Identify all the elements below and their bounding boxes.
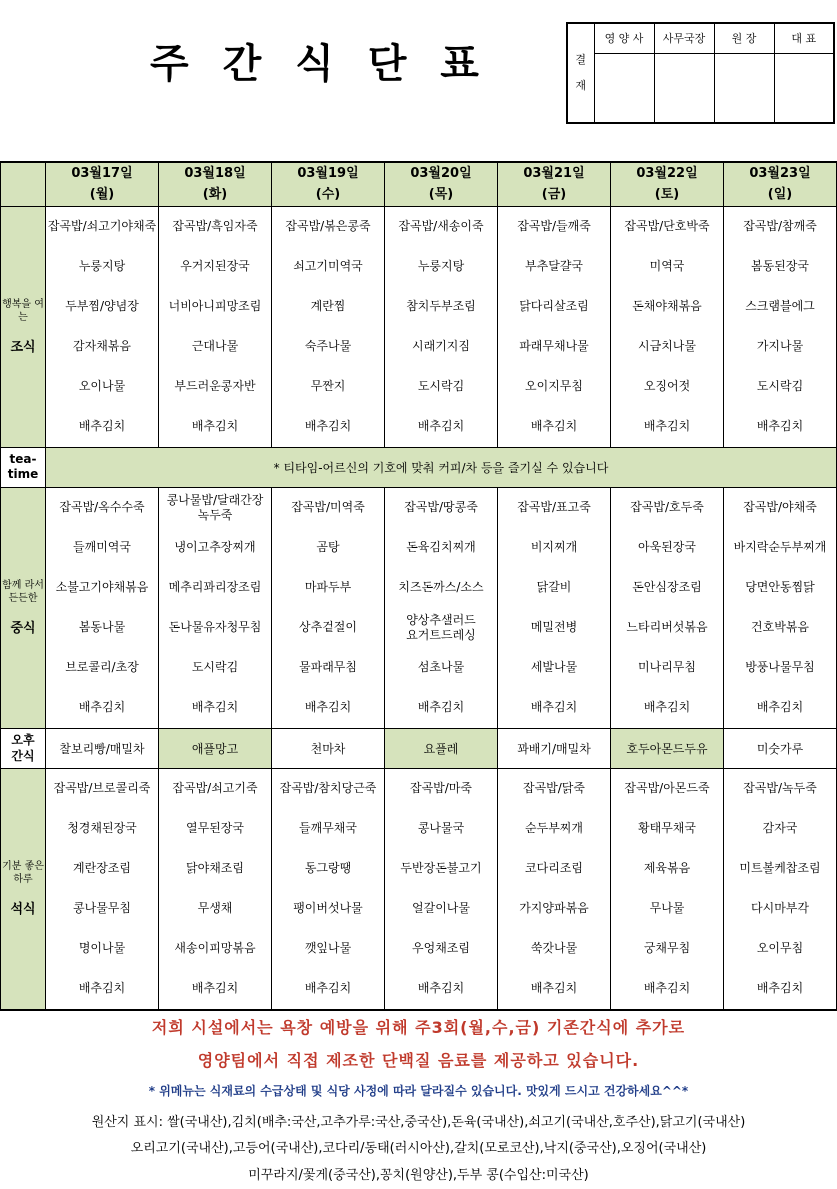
meal-desc: 함께 라서 든든한: [2, 580, 44, 604]
menu-item: 배추김치: [78, 981, 126, 995]
menu-item: 우거지된장국: [180, 259, 250, 273]
signature-box[interactable]: [774, 53, 834, 123]
signature-box[interactable]: [594, 53, 654, 123]
day-header: [724, 162, 837, 206]
menu-item: 마파두부: [304, 580, 352, 594]
menu-item: 배추김치: [756, 700, 804, 714]
menu-item: 느타리버섯볶음: [626, 620, 708, 634]
menu-item: 잡곡밥/흑임자죽: [172, 219, 258, 233]
approval-box: [566, 22, 835, 124]
menu-item: 들깨미역국: [73, 540, 131, 554]
menu-item: 배추김치: [78, 419, 126, 433]
day-weekday: (월): [89, 187, 115, 203]
menu-item: 숙주나물: [304, 339, 352, 353]
origin-line-3: 미꾸라지/꽃게(중국산),꽁치(원양산),두부 콩(수입산:미국산): [248, 1168, 589, 1183]
menu-item: 들깨무채국: [299, 821, 357, 835]
meal-desc: 행복을 여는: [2, 299, 44, 323]
menu-item: 잡곡밥/표고죽: [517, 500, 591, 514]
menu-item: 콩나물무침: [73, 901, 131, 915]
snack-cell: 미숫가루: [724, 728, 837, 768]
menu-item: 파래무채나물: [519, 339, 589, 353]
menu-item: 계란찜: [310, 299, 346, 313]
meal-cell: [272, 206, 385, 447]
menu-item: 배추김치: [191, 981, 239, 995]
origin-line-2: 오리고기(국내산),고등어(국내산),코다리/동태(러시아산),갈치(모로코산),낙지(중국산),오징어(국내산): [130, 1141, 707, 1156]
menu-item: 치즈돈까스/소스: [398, 580, 484, 594]
menu-item: 가지나물: [756, 339, 804, 353]
menu-item: 배추김치: [756, 419, 804, 433]
meal-desc: 기분 좋은 하루: [2, 861, 44, 885]
menu-item: 제육볶음: [643, 861, 691, 875]
menu-item: 잡곡밥/미역죽: [291, 500, 365, 514]
menu-item: 메밀전병: [530, 620, 578, 634]
menu-item: 섬초나물: [417, 660, 465, 674]
menu-item: 바지락순두부찌개: [733, 540, 827, 554]
signature-box[interactable]: [654, 53, 714, 123]
menu-item: 쑥갓나물: [530, 941, 578, 955]
menu-item: 너비아니피망조림: [168, 299, 262, 313]
menu-item: 누룽지탕: [417, 259, 465, 273]
meal-cell: [611, 487, 724, 728]
menu-change-note: * 위메뉴는 식재료의 수급상태 및 식당 사정에 따라 달라질수 있습니다. 맛있게 드시고 건강하세요^^*: [148, 1084, 689, 1098]
meal-cell: [611, 206, 724, 447]
dinner-row: [1, 768, 837, 1010]
menu-item: 돈안심장조림: [632, 580, 702, 594]
menu-item: 오이나물: [78, 379, 126, 393]
menu-item: 감자국: [762, 821, 798, 835]
snack-label-text: 오후 간식: [11, 733, 35, 763]
menu-item: 닭다리살조림: [519, 299, 589, 313]
menu-item: 잡곡밥/새송이죽: [398, 219, 484, 233]
menu-item: 배추김치: [530, 700, 578, 714]
menu-item: 가지양파볶음: [519, 901, 589, 915]
menu-item: 팽이버섯나물: [293, 901, 363, 915]
page-title: 주 간 식 단 표: [150, 41, 489, 87]
approval-role: 영 양 사: [594, 23, 654, 53]
menu-item: 잡곡밥/쇠고기죽: [172, 781, 258, 795]
menu-item: 새송이피망볶음: [174, 941, 256, 955]
lunch-label: [1, 487, 46, 728]
meal-cell: [272, 768, 385, 1010]
breakfast-label: [1, 206, 46, 447]
menu-item: 상추겉절이: [299, 620, 357, 634]
snack-cell: 꽈배기/매밀차: [498, 728, 611, 768]
menu-item: 세발나물: [530, 660, 578, 674]
menu-item: 잡곡밥/참깨죽: [743, 219, 817, 233]
menu-item: 감자채볶음: [73, 339, 131, 353]
menu-item: 잡곡밥/닭죽: [522, 781, 585, 795]
menu-item: 양상추샐러드 요거트드레싱: [406, 612, 476, 642]
snack-cell: 찰보리빵/매밀차: [46, 728, 159, 768]
day-date: 03월22일: [636, 166, 698, 182]
menu-item: 잡곡밥/들깨죽: [517, 219, 591, 233]
tea-label-text: tea- time: [7, 452, 39, 481]
dinner-label: [1, 768, 46, 1010]
meal-cell: [46, 487, 159, 728]
menu-item: 배추김치: [643, 700, 691, 714]
menu-item: 무짠지: [310, 379, 346, 393]
approval-role: 사무국장: [654, 23, 714, 53]
menu-item: 당면안동찜닭: [745, 580, 815, 594]
menu-item: 잡곡밥/단호박죽: [624, 219, 710, 233]
meal-cell: [159, 206, 272, 447]
day-date: 03월19일: [297, 166, 359, 182]
notice-line-2: 영양팀에서 직접 제조한 단백질 음료를 제공하고 있습니다.: [197, 1051, 640, 1070]
day-weekday: (수): [315, 187, 341, 203]
menu-item: 잡곡밥/옥수수죽: [59, 500, 145, 514]
meal-cell: [46, 206, 159, 447]
menu-item: 배추김치: [191, 419, 239, 433]
day-date: 03월20일: [410, 166, 472, 182]
notice-line-1: 저희 시설에서는 욕창 예방을 위해 주3회(월,수,금) 기존간식에 추가로: [151, 1018, 686, 1037]
menu-item: 배추김치: [643, 981, 691, 995]
menu-item: 아욱된장국: [638, 540, 696, 554]
menu-item: 콩나물밥/달래간장 녹두죽: [166, 492, 264, 522]
menu-item: 물파래무침: [299, 660, 357, 674]
menu-item: 우엉채조림: [412, 941, 470, 955]
day-header: [385, 162, 498, 206]
menu-item: 도시락김: [417, 379, 465, 393]
menu-item: 닭갈비: [536, 580, 572, 594]
menu-item: 냉이고추장찌개: [174, 540, 256, 554]
day-header: [611, 162, 724, 206]
snack-row: [1, 728, 837, 768]
tea-note: * 티타임-어르신의 기호에 맞춰 커피/차 등을 즐기실 수 있습니다: [46, 447, 837, 487]
menu-item: 배추김치: [417, 419, 465, 433]
menu-item: 배추김치: [643, 419, 691, 433]
menu-item: 잡곡밥/쇠고기야채죽: [47, 219, 157, 233]
menu-item: 열무된장국: [186, 821, 244, 835]
meal-cell: [385, 487, 498, 728]
menu-item: 배추김치: [78, 700, 126, 714]
menu-item: 잡곡밥/아몬드죽: [624, 781, 710, 795]
day-weekday: (일): [767, 187, 793, 203]
tea-row: [1, 447, 837, 487]
menu-item: 미역국: [649, 259, 685, 273]
menu-item: 배추김치: [530, 419, 578, 433]
menu-item: 순두부찌개: [525, 821, 583, 835]
day-weekday: (금): [541, 187, 567, 203]
menu-item: 황태무채국: [638, 821, 696, 835]
menu-item: 근대나물: [191, 339, 239, 353]
menu-item: 브로콜리/초장: [65, 660, 139, 674]
day-header-row: [1, 162, 837, 206]
menu-item: 배추김치: [191, 700, 239, 714]
menu-item: 잡곡밥/호두죽: [630, 500, 704, 514]
menu-item: 돈나물유자청무침: [168, 620, 262, 634]
menu-item: 방풍나물무침: [745, 660, 815, 674]
menu-item: 콩나물국: [417, 821, 465, 835]
menu-item: 곰탕: [316, 540, 340, 554]
menu-item: 배추김치: [304, 419, 352, 433]
menu-item: 돈채야채볶음: [632, 299, 702, 313]
meal-cell: [159, 768, 272, 1010]
approval-label-text: 결 재: [575, 53, 587, 92]
menu-item: 소불고기야채볶음: [55, 580, 149, 594]
approval-role: 원 장: [714, 23, 774, 53]
meal-cell: [724, 768, 837, 1010]
meal-cell: [385, 768, 498, 1010]
menu-item: 오징어젓: [643, 379, 691, 393]
menu-item: 배추김치: [304, 981, 352, 995]
tea-label: [1, 447, 46, 487]
day-weekday: (화): [202, 187, 228, 203]
snack-cell: 요플레: [385, 728, 498, 768]
menu-item: 배추김치: [304, 700, 352, 714]
menu-item: 시래기지짐: [412, 339, 470, 353]
day-weekday: (목): [428, 187, 454, 203]
menu-item: 잡곡밥/마죽: [409, 781, 472, 795]
meal-cell: [46, 768, 159, 1010]
menu-item: 배추김치: [417, 981, 465, 995]
meal-cell: [159, 487, 272, 728]
meal-cell: [272, 487, 385, 728]
lunch-row: [1, 487, 837, 728]
breakfast-row: [1, 206, 837, 447]
menu-item: 코다리조림: [525, 861, 583, 875]
menu-item: 건호박볶음: [751, 620, 809, 634]
approval-label: [567, 23, 594, 123]
menu-item: 봄동나물: [78, 620, 126, 634]
menu-item: 누룽지탕: [78, 259, 126, 273]
menu-item: 잡곡밥/브로콜리죽: [53, 781, 151, 795]
menu-item: 미나리무침: [638, 660, 696, 674]
menu-item: 깻잎나물: [304, 941, 352, 955]
menu-item: 메추리꽈리장조림: [168, 580, 262, 594]
snack-label: [1, 728, 46, 768]
day-weekday: (토): [654, 187, 680, 203]
signature-box[interactable]: [714, 53, 774, 123]
weekly-menu-table: [0, 161, 837, 1011]
menu-item: 무나물: [649, 901, 685, 915]
menu-item: 배추김치: [756, 981, 804, 995]
meal-cell: [724, 487, 837, 728]
meal-cell: [385, 206, 498, 447]
menu-item: 두부찜/양념장: [65, 299, 139, 313]
menu-item: 다시마부각: [751, 901, 809, 915]
meal-cell: [498, 487, 611, 728]
meal-cell: [498, 206, 611, 447]
snack-cell: 애플망고: [159, 728, 272, 768]
menu-item: 도시락김: [756, 379, 804, 393]
day-date: 03월18일: [184, 166, 246, 182]
menu-item: 비지찌개: [530, 540, 578, 554]
menu-item: 두반장돈불고기: [400, 861, 482, 875]
menu-item: 닭야채조림: [186, 861, 244, 875]
day-date: 03월21일: [523, 166, 585, 182]
menu-item: 배추김치: [530, 981, 578, 995]
menu-item: 무생채: [197, 901, 233, 915]
day-header: [46, 162, 159, 206]
menu-item: 부추달걀국: [525, 259, 583, 273]
snack-cell: 호두아몬드두유: [611, 728, 724, 768]
meal-name: 석식: [10, 902, 36, 917]
menu-item: 돈육김치찌개: [406, 540, 476, 554]
menu-item: 미트볼케찹조림: [739, 861, 821, 875]
menu-item: 부드러운콩자반: [174, 379, 256, 393]
menu-item: 잡곡밥/볶은콩죽: [285, 219, 371, 233]
meal-name: 조식: [10, 340, 36, 355]
menu-item: 잡곡밥/참치당근죽: [279, 781, 377, 795]
day-header: [159, 162, 272, 206]
menu-item: 계란장조림: [73, 861, 131, 875]
day-header: [498, 162, 611, 206]
day-date: 03월17일: [71, 166, 133, 182]
snack-cell: 천마차: [272, 728, 385, 768]
meal-cell: [611, 768, 724, 1010]
day-date: 03월23일: [749, 166, 811, 182]
menu-item: 봄동된장국: [751, 259, 809, 273]
menu-item: 스크램블에그: [745, 299, 815, 313]
approval-role: 대 표: [774, 23, 834, 53]
menu-item: 잡곡밥/녹두죽: [743, 781, 817, 795]
menu-item: 얼갈이나물: [412, 901, 470, 915]
menu-item: 도시락김: [191, 660, 239, 674]
menu-item: 청경채된장국: [67, 821, 137, 835]
menu-item: 잡곡밥/야채죽: [743, 500, 817, 514]
menu-item: 궁채무침: [643, 941, 691, 955]
meal-cell: [498, 768, 611, 1010]
menu-item: 참치두부조림: [406, 299, 476, 313]
meal-name: 중식: [10, 621, 36, 636]
menu-item: 동그랑땡: [304, 861, 352, 875]
menu-item: 명이나물: [78, 941, 126, 955]
corner-cell: [1, 162, 46, 206]
menu-item: 쇠고기미역국: [293, 259, 363, 273]
menu-item: 잡곡밥/땅콩죽: [404, 500, 478, 514]
menu-item: 오이지무침: [525, 379, 583, 393]
day-header: [272, 162, 385, 206]
menu-item: 배추김치: [417, 700, 465, 714]
menu-item: 시금치나물: [638, 339, 696, 353]
origin-line-1: 원산지 표시: 쌀(국내산),김치(배추:국산,고추가루:국산,중국산),돈육(국내산),쇠고기(국내산,호주산),닭고기(국내산): [91, 1115, 746, 1130]
meal-cell: [724, 206, 837, 447]
menu-item: 오이무침: [756, 941, 804, 955]
